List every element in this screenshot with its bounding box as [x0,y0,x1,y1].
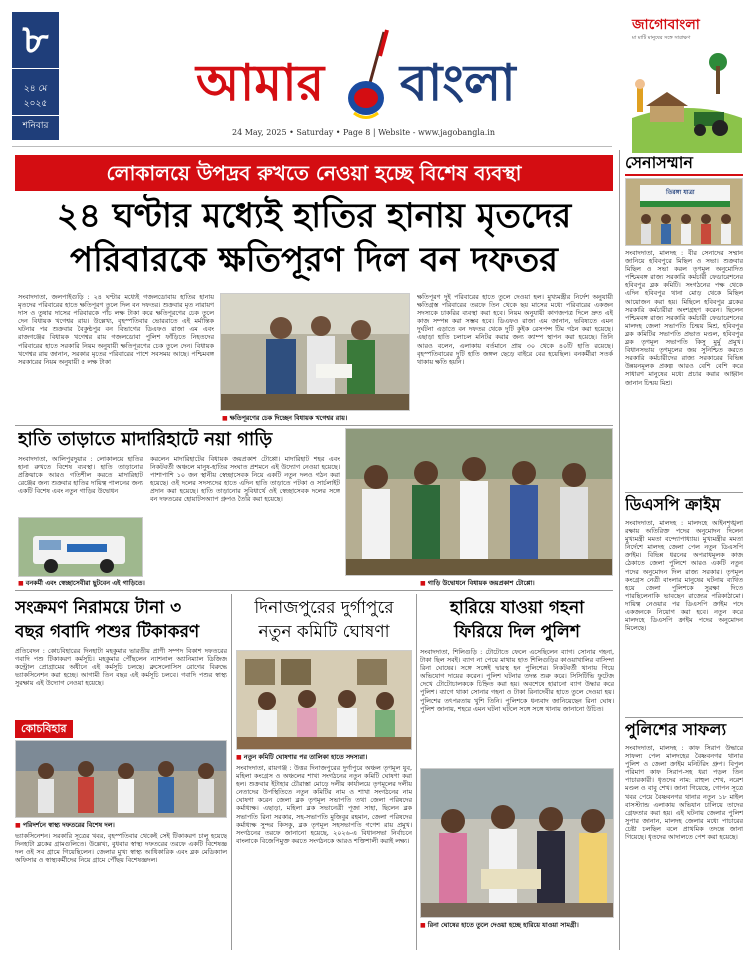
sankraman-headline-2: বছর গবাদি পশুর টিকাকরণ [15,622,200,642]
weekday: শনিবার [22,121,49,131]
sena-bottom-divider [625,492,743,493]
logo-left-text: আমার [196,54,325,112]
page-number: ৮ [12,12,59,69]
sena-photo [625,178,743,246]
dinajpur-headline-1: দিনাজপুরের দুর্গাপুরে [254,598,394,618]
gahana-headline-1: হারিয়ে যাওয়া গহনা [449,598,585,618]
dinajpur-body: সংবাদদাতা, রায়গঞ্জ : উত্তর দিনাজপুরের দুর্গাপুরে অঞ্চল তৃণমূল যুব, মহিলা কংগ্রেস ও অঞ্চলের শাখা সংগঠনের নতুন কমিটি ঘোষণা করা হল। শুক্রবার ইটাহার চৌরাস্তা মোড়ে দলীয় কার্যালয়ে তৃণমূলের দলীয় নেতাদের উপস্থিতিতে নতুন কমিটির নাম ও শাখা সংগঠনের নাম ঘোষণা করেন জেলা ব্লক তৃণমূল সভাপতি তথা জেলা পরিষদের কর্মাধ্যক্ষ। এছাড়া, মহিলা ব্লক সভানেত্রী পূজা সাহা, ছিলেন ব্লক সভাপতি রিনা সরকার, সহ-সভাপতি মুজিবুর রহমান, জেলা পরিষদের কর্মাধ্যক্ষ সুন্দর কিসকু, ব্লক তৃণমূল সহসভাপতি গণেশ রায় প্রমুখ। সংগঠনের তরফে জানানো হয়েছে, ২০২৬-এ বিধানসভা নির্বাচনে বাংলাকে বিজেপিমুক্ত করতে সংগঠনকে আরও শক্তিশালী করাই লক্ষ্য। [236,764,412,845]
logo-right-text: বাংলা [400,54,516,112]
date-year: ২০২৫ [12,97,59,116]
jago-bangla-brand [632,16,742,151]
lead-kicker: লোকালয়ে উপদ্রব রুখতে নেওয়া হচ্ছে বিশেষ ব্যবস্থা [106,161,522,185]
dsp-body: সংবাদদাতা, মালদহ : মালদহে আইনশৃঙ্খলা রক্ষায় অতিরিক্ত পদের অনুমোদন দিলেন মুখ্যমন্ত্রী মমতা বন্দ্যোপাধ্যায়। মুখ্যমন্ত্রীর মমতা নির্দেশে মালদহ জেলা পেল নতুন ডিএসপি ক্রাইম। বিভিন্ন ধরনের অপরাধমূলক কাজ ঠেকাতে জেলা পুলিশে আরও একটি নতুন পদের অনুমোদন দিল রাজ্য সরকার। তৃণমূল কংগ্রেস নেত্রী বাংলার মানুষের ঘটনায় ব্যথিত হয়ে জেলা পুলিশকে সুরক্ষা দিতে পারছিলেনাকি ভাবছেন রাজ্যের পরিকাঠামো। দায়িত্ব নেওয়ার পর ডিএসপি ক্রাইম পদে একজনকে নিয়োগ করা হবে। নতুন করে মালদহে ডিএসপি ক্রাইম পদের অনুমোদন মিলেছে। [625,519,743,633]
lead-headline-1: ২৪ ঘণ্টার মধ্যেই হাতির হানায় মৃতদের [56,196,572,236]
rural-scene-icon [632,48,742,153]
page-number-box [12,12,59,140]
police-title: পুলিশের সাফল্য [625,720,727,739]
bottom-divider-2 [416,594,417,950]
hati-bottom-divider [15,590,613,591]
dinajpur-photo-caption: ■ নতুন কমিটি ঘোষণার পর তালিকা হাতে সদস্যরা। [236,752,412,763]
sankraman-body-1: প্রতিবেদন : কোচবিহারের দিনহাটা মহকুমার ভারতীয় প্রাণী সম্পদ বিকাশ দফতরের গবাদি পশু টিকাকরণ কর্মসূচি। মহকুমার পৌঁছলেন ন্যাশনাল অ্যানিম্যাল ডিজিজ কন্ট্রোল প্রোগ্রামের অধীনে এই কর্মসূচি চলছে। ব্রুসেলোসিস রোগের বিরুদ্ধে ভ্যাকসিনেশন করা হচ্ছে। আগামী তিন বছর এই কর্মসূচি চলবে। গবাদি পশুর স্বাস্থ্য সুরক্ষায় এই উদ্যোগ নেওয়া হয়েছে। [15,647,227,688]
sankraman-photo [15,740,227,818]
sena-body: সংবাদদাতা, মালদহ : বীর সেনাদের সম্মান জানিয়ে হবিবপুরে মিছিল ও সভা। শুক্রবার মিছিল ও সভা করল তৃণমূল অনুমোদিত পশ্চিমবঙ্গ রাজ্য সরকারি কর্মচারী ফেডারেশনের হবিবপুর ব্লক কমিটি। সংগঠনের পক্ষ থেকে এদিন হবিবপুর থানা মোড় থেকে মিছিল আয়োজন করা হয়। মিছিলে হবিবপুর ব্লকের সরকারি কর্মচারীরা অংশগ্রহণ করেন। ছিলেন পশ্চিমবঙ্গ রাজ্য সরকারি কর্মচারী ফেডারেশনের মালদহ জেলা সভাপতি চিন্ময় মিশ্র, হবিবপুর ব্লক কমিটির সভাপতি প্রভাত মণ্ডল, হবিবপুর ব্লক তৃণমূল সভাপতি কিসু মুর্মু প্রমুখ। বিধানসভায় তৃণমূলের জয় সুনিশ্চিত করতে সরকারি কর্মচারীদের রাজ্য সরকারের বিভিন্ন উন্নয়নমূলক প্রকল্প আরও বেশি বেশি করে সাধারণ মানুষের মধ্যে প্রচার করার আহ্বান জানান চিন্ময় মিশ্র। [625,249,743,387]
gahana-body: সংবাদদাতা, শিলিগুড়ি : টোটোতে ফেলে এসেছিলেন ব্যাগ। সোনার গহনা, টাকা ছিল সবই। ব্যাগ না পেয়ে মাথায় হাত শিলিগুড়ির কাওয়াখালির বাসিন্দা রিনা ঘোষের। সঙ্গে সঙ্গেই দ্বারস্থ হন পুলিশের। নিকটবর্তী থানায় গিয়ে অভিযোগ দায়ের করেন। পুলিশ ঘটনার তদন্ত শুরু করে। সিসিটিভি ফুটেজ দেখে টোটোচালককে চিহ্নিত করা হয়। অবশেষে হারানো ব্যাগ উদ্ধার করে পুলিশ। ব্যাগে থাকা সোনার গহনা ও টাকা রিনাদেবীর হাতে তুলে দেওয়া হয়। পুলিশের তৎপরতায় খুশি তিনি। পুলিশকে ধন্যবাদ জানিয়েছেন রিনা ঘোষ। পুলিশ জানায়, শহরে এমন ঘটনা ঘটলে সঙ্গে সঙ্গে থানায় জানানো উচিত। [420,648,614,713]
dateline: 24 May, 2025 • Saturday • Page 8 | Website - www.jagobangla.in [232,128,496,137]
lead-bottom-divider [15,425,613,426]
date-day-month: ২৪ মে [23,84,48,94]
lead-photo-caption: ■ ক্ষতিপূরণের চেক দিচ্ছেন বিধায়ক খগেশ্বর রায়। [222,413,412,424]
jago-title: জাগোবাংলা [632,17,700,33]
sankraman-headline-1: সংক্রমণ নিরাময়ে টানা ৩ [15,598,182,618]
cooch-behar-tag: কোচবিহার [15,720,73,738]
dsp-bottom-divider [625,717,743,718]
dsp-title: ডিএসপি ক্রাইম [625,495,721,514]
gahana-photo-caption: ■ রিনা ঘোষের হাতে তুলে দেওয়া হচ্ছে হারিয়ে যাওয়া সামগ্রী। [420,920,614,931]
right-column-divider [619,150,620,950]
hati-vehicle-caption: ■ বনকর্মী এবং স্বেচ্ছাসেবীরা ছুটবেন এই গাড়িতে। [18,578,208,589]
sankraman-photo-caption: ■ পরিদর্শনে স্বাস্থ্য দফতরের বিশেষ দল। [15,820,227,831]
dinajpur-headline-2: নতুন কমিটি ঘোষণা [258,622,390,642]
lead-headline-2: পরিবারকে ক্ষতিপূরণ দিল বন দফতর [70,240,558,280]
bottom-divider-1 [231,594,232,950]
sena-banner: তিরঙ্গা যাত্রা [666,189,695,196]
gahana-headline-2: ফিরিয়ে দিল পুলিশ [454,622,580,642]
hati-body-col1: সংবাদদাতা, আলিপুরদুয়ার : লোকালয়ে হাতির হানা রুখতে বিশেষ ব্যবস্থা। হাতি তাড়ানোর প্রক্রিয়াকে আরও গতিশীল করতে মাদারিহাট রেঞ্জের জন্য শুক্রবার হাতির দায়িত্ব পালনের জন্য একটি বিশেষ এবং নতুন গাড়ির উদ্বোধন [18,455,143,496]
lead-body-col1: সংবাদদাতা, জলপাইগুড়ি : ২৪ ঘণ্টার মধ্যেই গজলডোবায় হাতির হানায় মৃতদের পরিবারের হাতে ক্ষতিপূরণ তুলে দিল বন দফতর। শুক্রবার মৃত নারায়ণ দাস ও তুষার দাসের পরিবারকে পাঁচ লক্ষ টাকা করে ক্ষতিপূরণের চেক তুলে দেন বিধায়ক খগেশ্বর রায়। উল্লেখ্য, বৃহস্পতিবার ভোররাতে এই মর্মান্তিক ঘটনার পর শুক্রবার বৈকুণ্ঠপুর বন বিভাগের ডিএফও রাজা এম এবং রাজগঞ্জের বিধায়ক খগেশ্বর রায় গজলডোবা পুলিশ ফাঁড়িতে নিহতদের পরিবারের হাতে সরকারি নিয়ম অনুযায়ী ক্ষতিপূরণের চেক তুলে দেন। বিধায়ক খগেশ্বর রায় জানান, সরকার মৃতের পরিবারের পাশে সবসময় আছে। পশ্চিমবঙ্গ সরকারের নিয়ম অনুযায়ী ৫ লক্ষ টাকা [18,293,214,366]
lead-body-col3: ক্ষতিপূরণ দুই পরিবারের হাতে তুলে দেওয়া হল। মুখ্যমন্ত্রীর নির্দেশ অনুযায়ী ক্ষতিগ্রস্ত পরিবারের তরফে তিন থেকে ছয় মাসের মধ্যে পরিবারের একজন সদস্যকে চাকরির ব্যবস্থা করা হবে। নিয়ম অনুযায়ী কাগজপত্র দিলে দ্রুত এই কাজ সম্পন্ন করা সম্ভব হবে। ডিএফও রাজা এম জানান, ভবিষ্যতে এমন দুর্ঘটনা এড়াতে বন দফতর থেকে দুটি কুইক রেসপন্স টিম গঠন করা হয়েছে। এছাড়া হাতি চলাচল মনিটর করার জন্য ক্যাম্প স্থাপন করা হয়েছে। তিনি আরও বলেন, এলাকায় বর্তমানে প্রায় ৩০ থেকে ৪০টি হাতি রয়েছে। বৃহস্পতিবারের দুটি হাতি জঙ্গল ছেড়ে বাইরে বের হয়েছিল। বনকর্মীরা সতর্ক থাকায় ক্ষতি হয়নি। [417,293,613,366]
ektara-icon [340,28,406,123]
dinajpur-photo [236,650,412,750]
hati-headline: হাতি তাড়াতে মাদারিহাটে নয়া গাড়ি [18,429,273,450]
sena-title: সেনাসম্মান [625,152,743,176]
hati-inauguration-caption: ■ গাড়ি উদ্বোধনে বিধায়ক জয়প্রকাশ টোপ্পো। [420,578,610,589]
jago-tagline: মা মাটি মানুষের সঙ্গে সারাক্ষণ [632,35,691,41]
gahana-photo [420,768,614,918]
lead-photo [220,293,410,411]
sankraman-body-2: ভ্যাকসিনেশন। সরকারি সূত্রের খবর, বৃহস্পতিবার থেকেই সেই টিকাকরণ চালু হয়েছে দিনহাটা ব্লকের গ্রামগুলিতে। উল্লেখ্য, বুধবার স্বাস্থ্য দফতরের তরফে একটি বিশেষজ্ঞ দল ওই সব গ্রামে গিয়েছিলেন। জেলার মুখ্য স্বাস্থ্য আধিকারিক এবং ব্লক মেডিক্যাল অফিসার ও স্বাস্থ্যকর্মীদের নিয়ে গ্রামে পৌঁছয় বিশেষজ্ঞদল। [15,832,227,865]
lead-kicker-bar [15,155,613,191]
police-body: সংবাদদাতা, মালদহ : কাফ সিরাপ উদ্ধারে সাফল্য পেল মালদহের বৈষ্ণবনগর থানার পুলিশ ও জেলা ক্রাইম মনিটরিং গ্রুপ। বিপুল পরিমাণ কাফ সিরাপ-সহ ধরা পড়ল তিন পাচারকারী। ধৃতদের নাম: রাহুল শেখ, নরেশ মণ্ডল ও বাবু শেখ। জানা গিয়েছে, গোপন সূত্রে খবর পেয়ে বৈষ্ণবনগর থানার নতুন ১৮ মাইল বাসস্ট্যান্ড এলাকায় অভিযান চালিয়ে তাদের গ্রেফতার করা হয়। এই ঘটনায় জেলার পুলিশ সুপার জানান, মালদহ জেলার মধ্যে পাচারের চেষ্টা চলছিল বলে প্রাথমিক তদন্তে জানা গিয়েছে। ধৃতদের আদালতে পেশ করা হয়েছে। [625,744,743,842]
hati-body-col2: করলেন মাদারিহাটের বিধায়ক জয়প্রকাশ টোপ্পো। মাদারিহাট শহর এবং নিকটবর্তী অঞ্চলে মানুষ-হাতির সংঘাত প্রশমনে এই উদ্যোগ নেওয়া হয়েছে। পাশাপাশি ১০ জন স্থানীয় স্বেচ্ছাসেবক নিয়ে একটি নতুন দলও গঠন করা হয়েছে। ওই দলের সদস্যদের হাতে এদিন হাতি তাড়াতে পটকা ও সার্চলাইট প্রদান করা হয়েছে। হাতি তাড়ানোর সুবিধার্থে ওই স্বেচ্ছাসেবক দলের সঙ্গে বন দফতরের হোয়াটসঅ্যাপ গ্রুপও তৈরি করা হয়েছে। [150,455,340,504]
hati-inauguration-photo [345,428,613,576]
hati-vehicle-photo [18,517,143,577]
logo [190,28,530,123]
masthead-divider [12,146,612,147]
